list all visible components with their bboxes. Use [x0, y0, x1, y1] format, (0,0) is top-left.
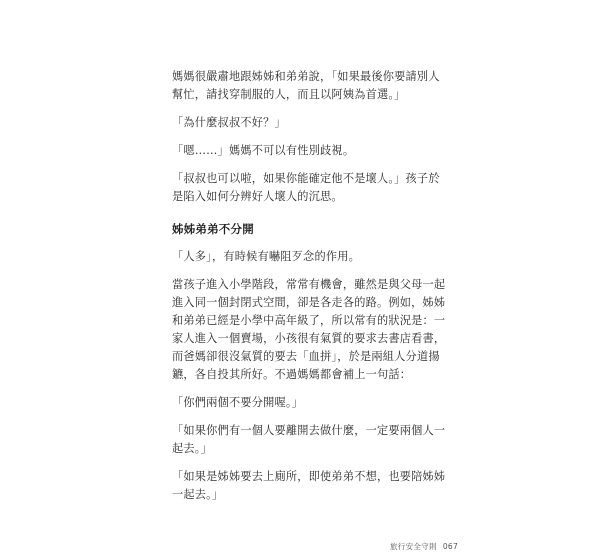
paragraph-1: 媽媽很嚴肅地跟姊姊和弟弟說，「如果最後你要請別人幫忙，請找穿制服的人，而且以阿姨為首選。」 [172, 70, 440, 101]
paragraph-3: 「嗯……」媽媽不可以有性別歧視。 [172, 144, 355, 157]
page-body [172, 68, 448, 514]
page-footer [390, 541, 458, 552]
section-paragraph-2: 當孩子進入小學階段，常常有機會，雖然是與父母一起進入同一個封閉式空間，卻是各走各的路。例如，姊姊和弟弟已經是小學中高年級了，所以常有的狀況是：一家人進入一個賣場，小孩很有氣質的要求去書店看書，而爸媽卻很沒氣質的要去「血拼」，於是兩組人分道揚鑣，各自投其所好。不過媽媽都會補上一句話： [172, 278, 446, 381]
paragraph-2: 「為什麼叔叔不好？」 [172, 116, 286, 129]
section-paragraph-1: 「人多」，有時候有嚇阻歹念的作用。 [172, 250, 360, 263]
page-number: 067 [442, 542, 459, 551]
section-heading: 姊姊弟弟不分開 [172, 222, 254, 236]
paragraph-4: 「叔叔也可以啦，如果你能確定他不是壞人。」孩子於是陷入如何分辨好人壞人的沉思。 [172, 172, 440, 203]
section-paragraph-5: 「如果是姊姊要去上廁所，即使弟弟不想，也要陪姊姊一起去。」 [172, 470, 446, 501]
section-paragraph-4: 「如果你們有一個人要離開去做什麼，一定要兩個人一起去。」 [172, 424, 446, 455]
section-paragraph-3: 「你們兩個不要分開喔。」 [172, 396, 304, 409]
running-title: 旅行安全守則 [390, 542, 437, 551]
